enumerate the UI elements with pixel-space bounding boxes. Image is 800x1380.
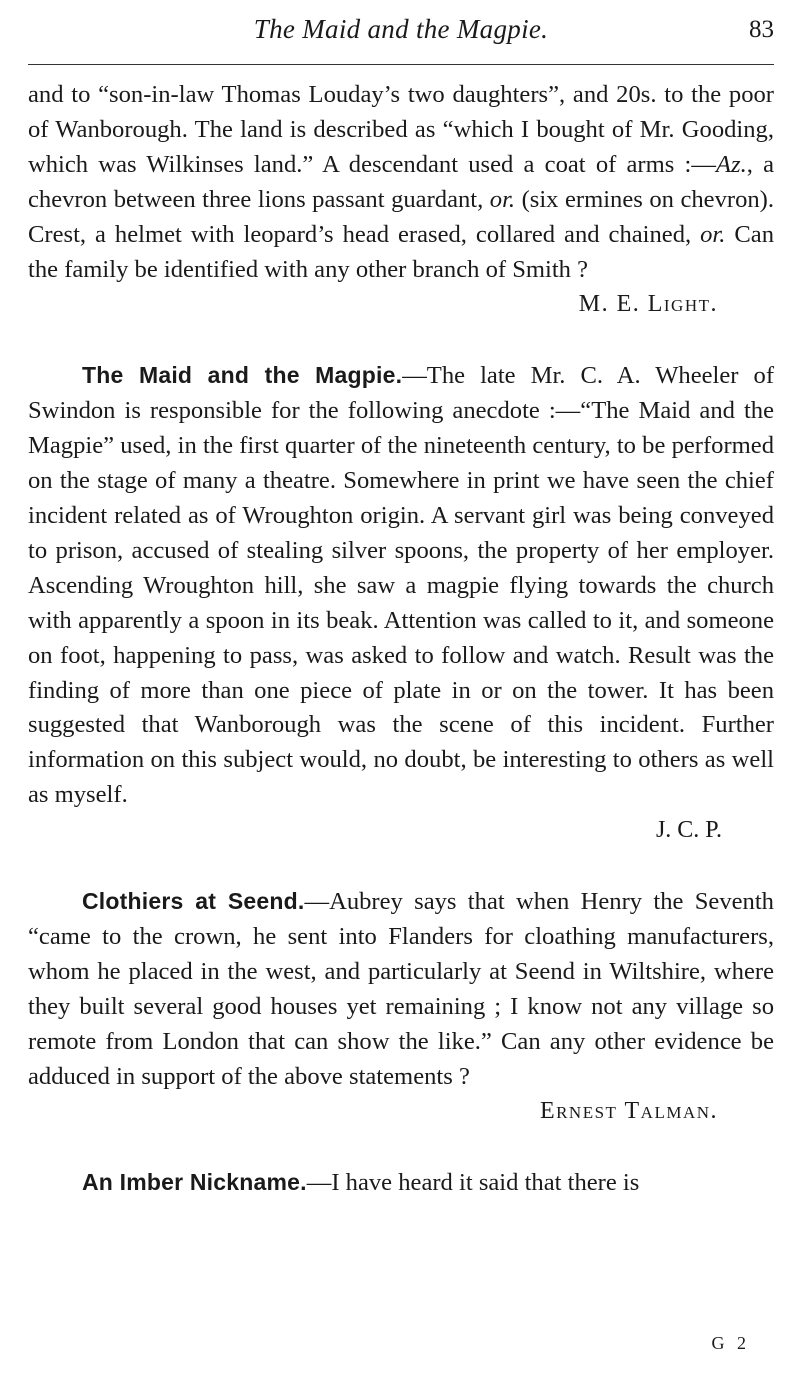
section-gap [28, 1129, 774, 1165]
page-body [28, 78, 774, 1201]
article-clothiers-seend [28, 884, 774, 1094]
italic-term: or. [700, 220, 726, 248]
article-heading: An Imber Nickname. [82, 1169, 307, 1196]
paragraph-text: Can the family be identified with any other branch of Smith ? [28, 220, 775, 283]
printer-signature-mark: G 2 [711, 1333, 750, 1353]
paragraph-text: , a chevron between three lions passant guardant, [28, 150, 774, 213]
italic-term: or. [489, 185, 516, 213]
paragraph-text: —The late Mr. C. A. Wheeler of Swindon is responsible for the following anecdote :—“The Maid and the Magpie” used, in the first quarter of the nineteenth century, to be performed on the stage of many a theatre. Somewhere in print we have seen the chief incident related as of Wroughton origin. A servant girl was being conveyed to prison, accused of stealing silver spoons, the property of her employer. Ascending Wroughton hill, she saw a magpie flying towards the church with apparently a spoon in its beak. Attention was called to it, and someone on foot, happening to pass, was asked to follow and watch. Result was the finding of more than one piece of plate in or on the tower. It has been suggested that Wanborough was the scene of this incident. Further information on this subject would, no doubt, be interesting to others as well as myself. [28, 362, 775, 809]
article-imber-nickname [28, 1165, 774, 1201]
running-title: The Maid and the Magpie. [253, 14, 549, 44]
paragraph-text: (six ermines on chevron). Crest, a helmet with leopard’s head erased, collared and chained, [28, 185, 774, 248]
article-maid-magpie [28, 358, 774, 813]
paragraph-text: —Aubrey says that when Henry the Seventh “came to the crown, he sent into Flanders for cloathing manufacturers, whom he placed in the west, and particularly at Seend in Wiltshire, where they built several good houses yet remaining ; I know not any village so remote from London that can show the like.” Can any other evidence be adduced in support of the above statements ? [28, 888, 774, 1090]
section-gap [28, 322, 774, 358]
paragraph-text: —I have heard it said that there is [306, 1169, 640, 1197]
section-gap [28, 848, 774, 884]
article-heading: Clothiers at Seend. [82, 888, 305, 915]
continued-paragraph [28, 78, 774, 287]
italic-term: Az. [715, 150, 747, 178]
signature-light: M. E. Light. [578, 291, 718, 318]
header-rule [28, 64, 774, 65]
article-heading: The Maid and the Magpie. [82, 362, 403, 389]
paragraph-text: and to “son-in-law Thomas Louday’s two daughters”, and 20s. to the poor of Wanborough. The land is described as “which I bought of Mr. Gooding, which was Wilkinses land.” A descendant used a coat of arms :— [28, 81, 774, 178]
running-header [28, 14, 774, 54]
page-number: 83 [749, 16, 774, 43]
signature-jcp: J. C. P. [655, 817, 722, 844]
signature-talman: Ernest Talman. [539, 1098, 718, 1125]
